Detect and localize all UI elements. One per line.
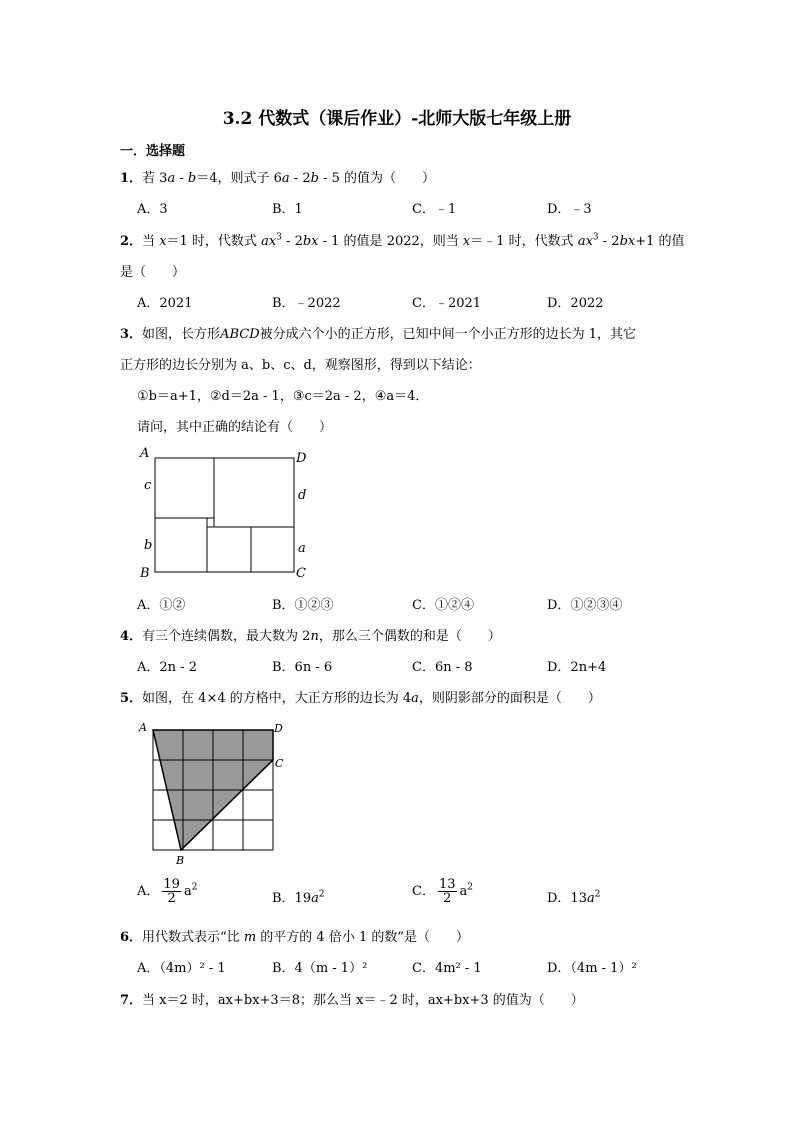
q2-option-d[interactable]: D．2022 bbox=[547, 296, 604, 311]
fraction bbox=[162, 878, 181, 905]
question-2 bbox=[120, 230, 685, 249]
figure-rectangle-abcd bbox=[136, 442, 316, 582]
question-text: - 2 bbox=[289, 171, 311, 186]
question-7 bbox=[120, 989, 584, 1008]
exponent: 3 bbox=[276, 232, 282, 243]
question-text: ，则阴影部分的面积是（ ） bbox=[418, 691, 601, 706]
q1-option-a[interactable]: A．3 bbox=[137, 202, 168, 217]
question-text: - 5 的值为（ ） bbox=[318, 171, 435, 186]
question-text: - 2 bbox=[281, 234, 303, 249]
q2-option-a[interactable]: A．2021 bbox=[137, 296, 193, 311]
variable: a bbox=[411, 691, 419, 706]
square-a-right bbox=[251, 527, 294, 572]
option-prefix: B．19 bbox=[272, 891, 312, 906]
variable: a bbox=[586, 891, 595, 906]
square-center bbox=[207, 518, 214, 527]
numerator: 19 bbox=[163, 877, 180, 892]
question-text: ＝﹣1 时，代数式 bbox=[470, 234, 578, 249]
q5-option-d[interactable] bbox=[547, 887, 600, 906]
q3-option-c[interactable]: C．①②④ bbox=[412, 598, 474, 613]
exponent: 3 bbox=[592, 232, 599, 243]
question-text: 如图，在 4×4 的方格中，大正方形的边长为 4 bbox=[142, 691, 412, 706]
variable: a bbox=[281, 171, 290, 186]
question-text: +1 的值 bbox=[635, 234, 685, 249]
label-a: a bbox=[298, 541, 306, 556]
square-a-left bbox=[207, 527, 251, 572]
question-text: - 2 bbox=[598, 234, 620, 249]
square-d bbox=[214, 458, 294, 527]
question-4 bbox=[120, 625, 501, 644]
question-3 bbox=[120, 323, 636, 342]
label-D: D bbox=[296, 451, 307, 466]
q3-option-d[interactable]: D．①②③④ bbox=[547, 598, 623, 613]
q3-option-b[interactable]: B．①②③ bbox=[272, 598, 334, 613]
label-A: A bbox=[140, 446, 150, 461]
label-C: C bbox=[275, 757, 284, 770]
question-number: 6． bbox=[120, 930, 143, 945]
question-text: 有三个连续偶数，最大数为 2 bbox=[142, 629, 311, 644]
question-text: 当 x＝2 时，ax+bx+3＝8；那么当 x＝﹣2 时，ax+bx+3 的值为（ ） bbox=[142, 993, 584, 1008]
variable: ax bbox=[577, 234, 593, 249]
question-6 bbox=[120, 926, 469, 945]
q5-option-a[interactable] bbox=[137, 878, 197, 905]
q6-option-a[interactable]: A．（4m）² - 1 bbox=[137, 961, 226, 976]
denominator: 2 bbox=[167, 891, 176, 906]
q3-option-a[interactable]: A．①② bbox=[137, 598, 186, 613]
variable: b bbox=[310, 171, 319, 186]
label-b: b bbox=[144, 538, 153, 553]
question-text: - 1 的值是 2022，则当 bbox=[318, 234, 463, 249]
variable: bx bbox=[302, 234, 319, 249]
q6-option-c[interactable]: C．4m² - 1 bbox=[412, 961, 482, 976]
label-D: D bbox=[274, 722, 283, 735]
question-text: 的平方的 4 倍小 1 的数”是（ ） bbox=[256, 930, 470, 945]
page-title: 3.2 代数式（课后作业）-北师大版七年级上册 bbox=[222, 109, 572, 129]
q6-option-b[interactable]: B．4（m - 1）² bbox=[272, 961, 368, 976]
variable: a bbox=[167, 171, 176, 186]
question-text: ＝4，则式子 6 bbox=[196, 171, 282, 186]
option-prefix: A． bbox=[137, 884, 160, 899]
question-number: 4． bbox=[120, 629, 143, 644]
variable: b bbox=[187, 171, 197, 186]
q2-option-b[interactable]: B．﹣2022 bbox=[272, 296, 341, 311]
numerator: 13 bbox=[438, 877, 456, 892]
question-number: 5． bbox=[120, 691, 143, 706]
variable: ax bbox=[261, 234, 277, 249]
question-number: 3． bbox=[120, 327, 143, 342]
q4-option-b[interactable]: B．6n - 6 bbox=[272, 660, 333, 675]
question-number: 7． bbox=[120, 993, 143, 1008]
q4-option-d[interactable]: D．2n+4 bbox=[547, 660, 607, 675]
label-B: B bbox=[176, 854, 185, 867]
question-text: 用代数式表示“比 bbox=[142, 930, 244, 945]
square-c bbox=[155, 458, 214, 518]
question-3-ask: 请问，其中正确的结论有（ ） bbox=[137, 420, 333, 435]
question-5 bbox=[120, 687, 601, 706]
variable: ABCD bbox=[220, 327, 260, 342]
q5-option-b[interactable] bbox=[272, 887, 325, 906]
q5-option-c[interactable] bbox=[412, 878, 473, 905]
question-number: 1． bbox=[120, 171, 143, 186]
question-text: 若 3 bbox=[142, 171, 168, 186]
variable: a bbox=[459, 884, 468, 899]
question-2-cont: 是（ ） bbox=[120, 265, 186, 280]
question-number: 2． bbox=[120, 234, 143, 249]
question-text: 如图，长方形 bbox=[142, 327, 221, 342]
q1-option-b[interactable]: B．1 bbox=[272, 202, 303, 217]
exponent: 2 bbox=[318, 889, 325, 900]
denominator: 2 bbox=[443, 891, 452, 906]
label-c: c bbox=[144, 478, 152, 493]
question-3-cont: 正方形的边长分别为 a、b、c、d，观察图形，得到以下结论： bbox=[120, 358, 481, 373]
q4-option-c[interactable]: C．6n - 8 bbox=[412, 660, 473, 675]
question-text: 被分成六个小的正方形，已知中间一个小正方形的边长为 1，其它 bbox=[259, 327, 637, 342]
variable: x bbox=[159, 234, 167, 249]
square-b bbox=[155, 518, 207, 572]
variable: a bbox=[311, 891, 319, 906]
question-text: - bbox=[175, 171, 188, 186]
question-3-conclusions: ①b＝a+1，②d＝2a - 1，③c＝2a - 2，④a＝4． bbox=[137, 389, 429, 404]
q1-option-c[interactable]: C．﹣1 bbox=[412, 202, 457, 217]
variable: x bbox=[462, 234, 471, 249]
fraction bbox=[438, 878, 457, 905]
variable: m bbox=[243, 930, 257, 945]
q1-option-d[interactable]: D．﹣3 bbox=[547, 202, 592, 217]
question-text: ＝1 时，代数式 bbox=[166, 234, 262, 249]
question-text: 当 bbox=[142, 234, 160, 249]
label-d: d bbox=[298, 488, 307, 503]
section-heading: 一．选择题 bbox=[120, 144, 186, 159]
question-1 bbox=[120, 167, 435, 186]
exponent: 2 bbox=[191, 882, 198, 893]
label-B: B bbox=[140, 566, 150, 581]
label-A: A bbox=[139, 721, 147, 734]
figure-grid-4x4 bbox=[136, 718, 296, 868]
q4-option-a[interactable]: A．2n - 2 bbox=[137, 660, 197, 675]
q2-option-c[interactable]: C．﹣2021 bbox=[412, 296, 482, 311]
exponent: 2 bbox=[467, 882, 473, 893]
q6-option-d[interactable]: D．（4m - 1）² bbox=[547, 961, 637, 976]
variable: a bbox=[183, 884, 192, 899]
label-C: C bbox=[296, 566, 306, 581]
option-prefix: D．13 bbox=[547, 891, 587, 906]
variable: bx bbox=[619, 234, 636, 249]
question-text: ，那么三个偶数的和是（ ） bbox=[318, 629, 501, 644]
variable: n bbox=[310, 629, 319, 644]
option-prefix: C． bbox=[412, 884, 435, 899]
exponent: 2 bbox=[594, 889, 601, 900]
